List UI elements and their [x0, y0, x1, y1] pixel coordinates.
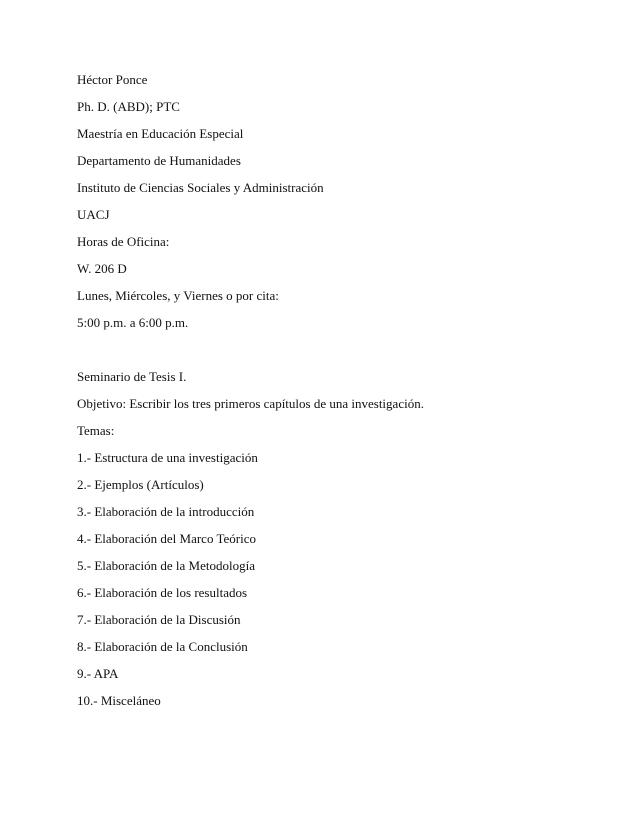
- author-department: Departamento de Humanidades: [77, 153, 241, 168]
- office-days: Lunes, Miércoles, y Viernes o por cita:: [77, 288, 279, 303]
- topic-item: 8.- Elaboración de la Conclusión: [77, 639, 248, 654]
- topic-item: 9.- APA: [77, 666, 119, 681]
- office-time: 5:00 p.m. a 6:00 p.m.: [77, 315, 189, 330]
- course-title: Seminario de Tesis I.: [77, 369, 187, 384]
- office-room: W. 206 D: [77, 261, 127, 276]
- author-university: UACJ: [77, 207, 110, 222]
- topic-item: 4.- Elaboración del Marco Teórico: [77, 531, 256, 546]
- author-name: Héctor Ponce: [77, 72, 148, 87]
- author-masters: Maestría en Educación Especial: [77, 126, 244, 141]
- topic-item: 1.- Estructura de una investigación: [77, 450, 258, 465]
- topic-item: 2.- Ejemplos (Artículos): [77, 477, 204, 492]
- topic-item: 6.- Elaboración de los resultados: [77, 585, 248, 600]
- author-institute: Instituto de Ciencias Sociales y Administración: [77, 180, 324, 195]
- topic-item: 3.- Elaboración de la introducción: [77, 504, 255, 519]
- author-degree: Ph. D. (ABD); PTC: [77, 99, 180, 114]
- course-objective: Objetivo: Escribir los tres primeros capítulos de una investigación.: [77, 396, 424, 411]
- office-hours-label: Horas de Oficina:: [77, 234, 170, 249]
- topic-item: 5.- Elaboración de la Metodología: [77, 558, 255, 573]
- topics-label: Temas:: [77, 423, 115, 438]
- topic-item: 10.- Misceláneo: [77, 693, 161, 708]
- topic-item: 7.- Elaboración de la Discusión: [77, 612, 241, 627]
